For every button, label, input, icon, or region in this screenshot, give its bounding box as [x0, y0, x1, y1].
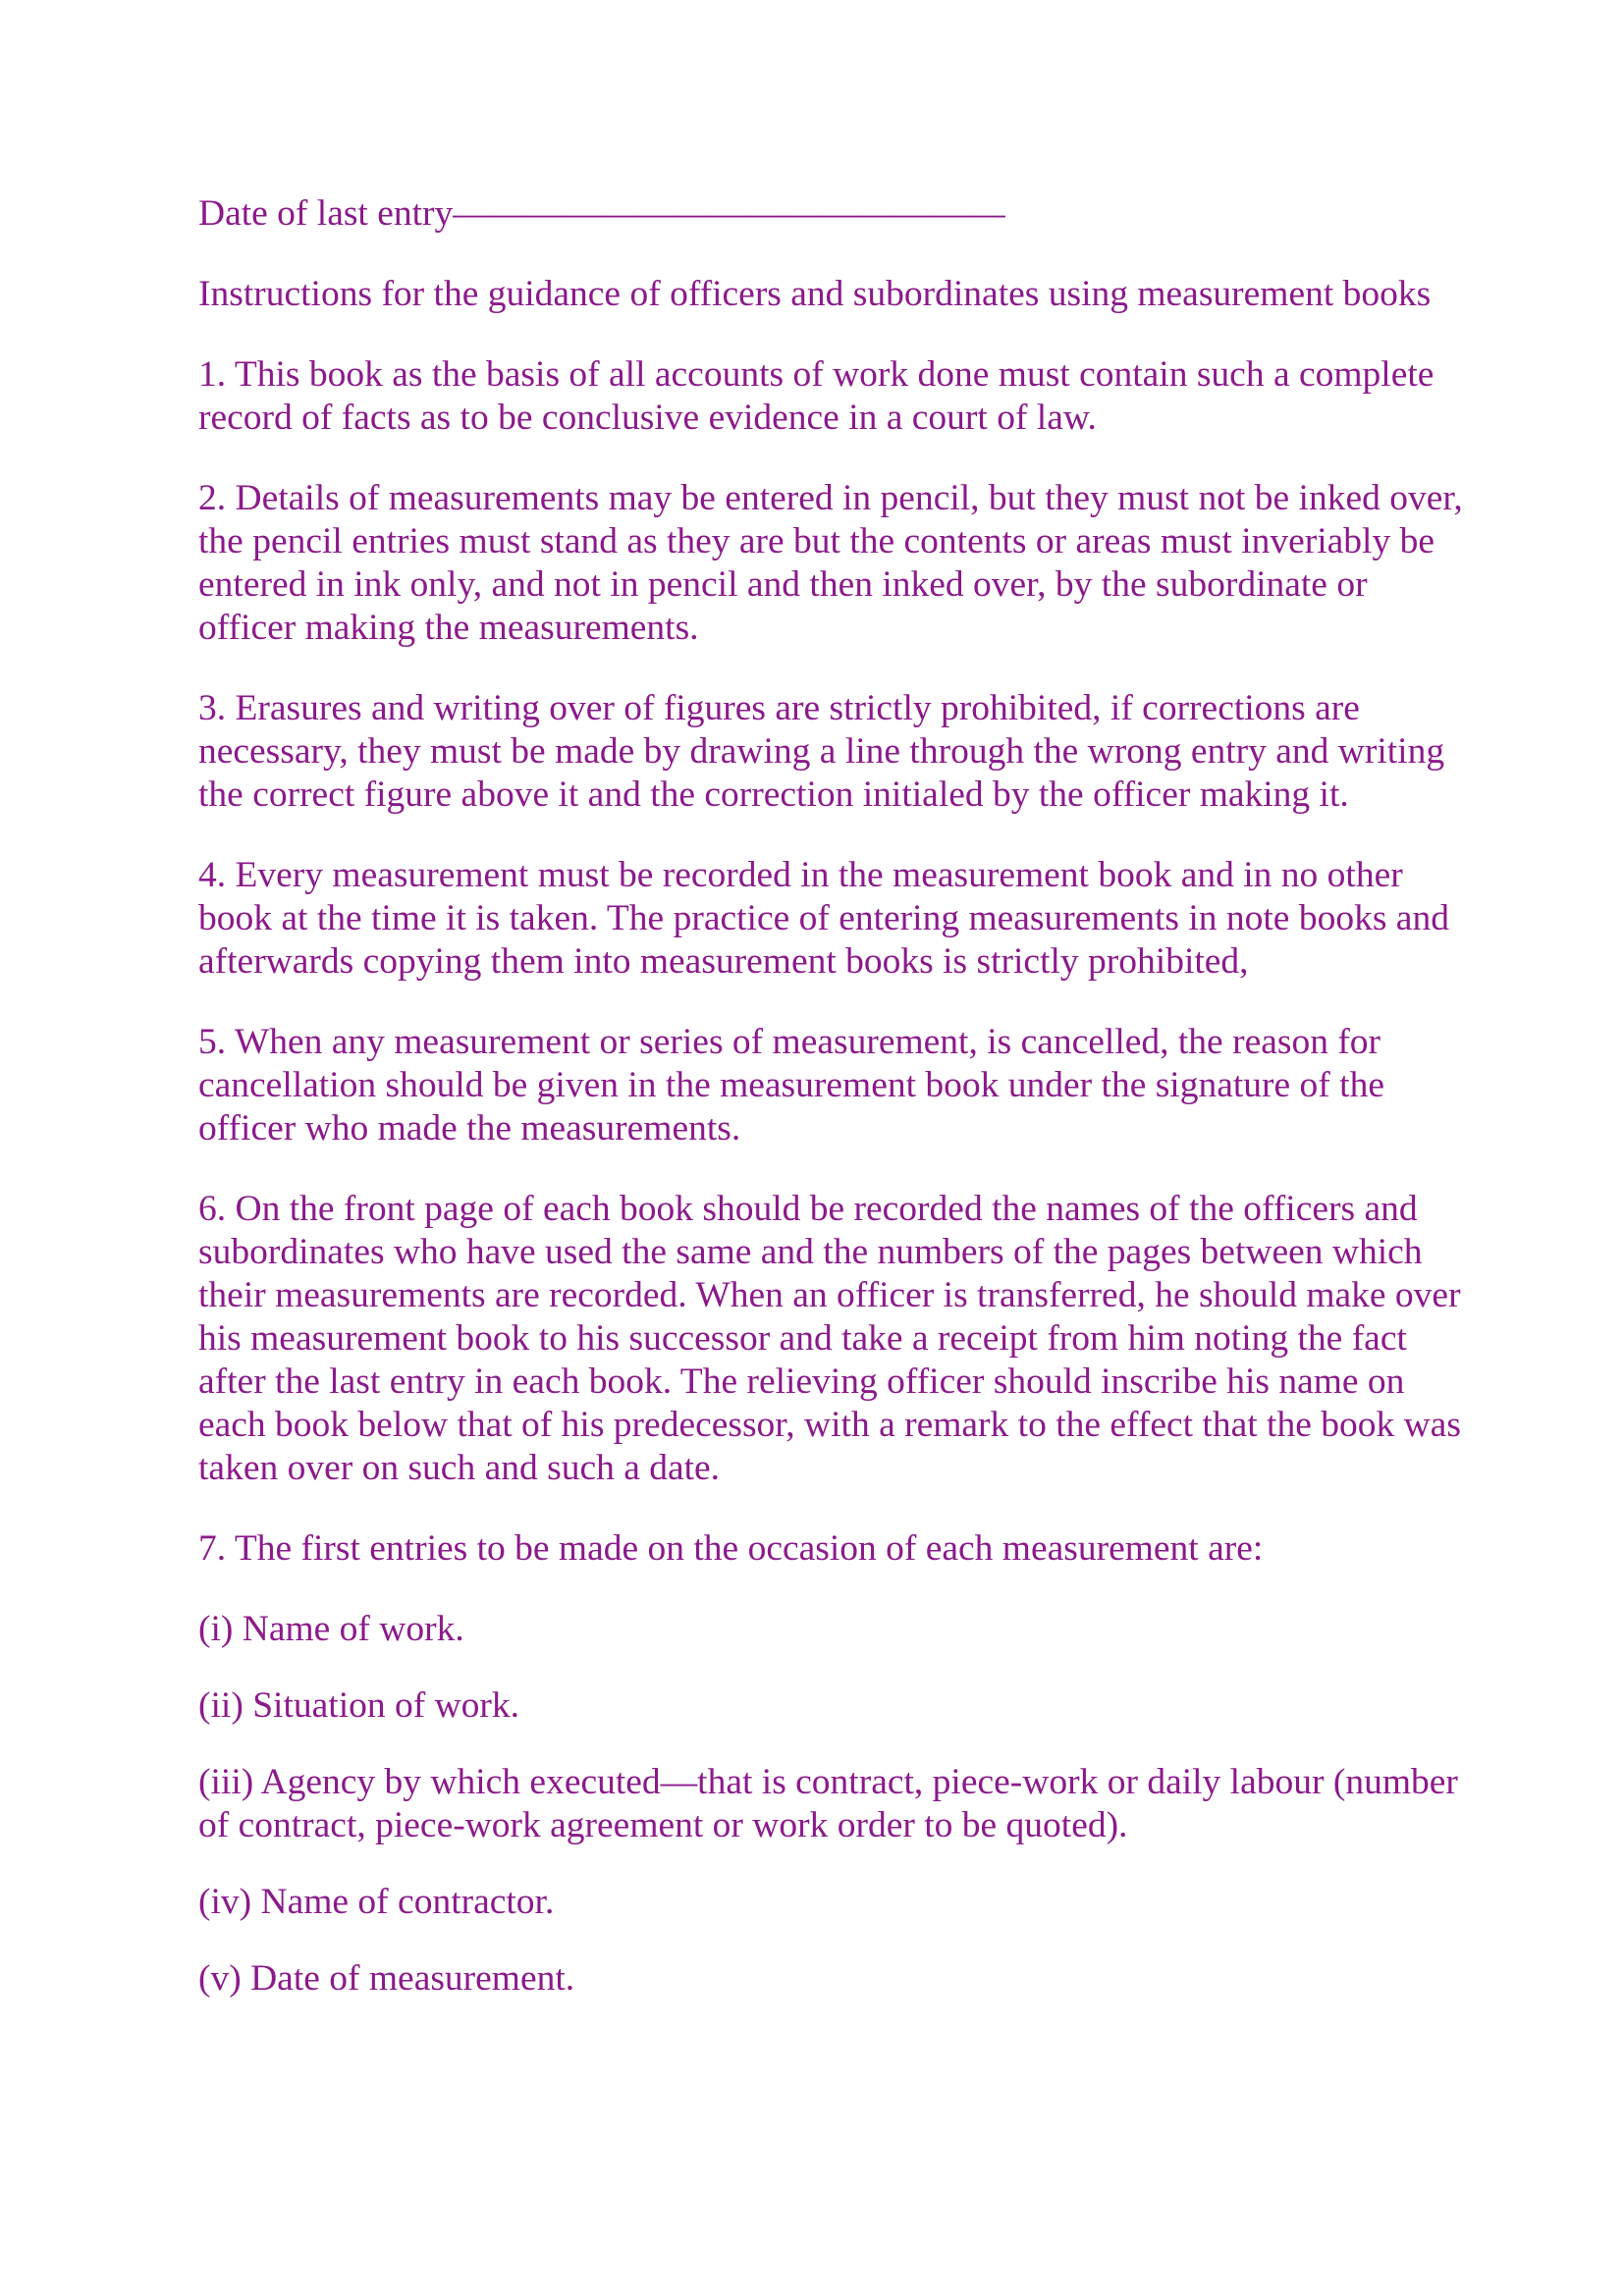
- sub-item: (ii) Situation of work.: [198, 1685, 520, 1726]
- instructions-list: [198, 353, 1465, 2001]
- instruction-paragraph: 4. Every measurement must be recorded in the measurement book and in no other book at the time it is taken. The practice of entering measurements in note books and afterwards copying them into measurement books is strictly prohibited,: [198, 855, 1449, 982]
- sub-item: (iii) Agency by which executed—that is contract, piece-work or daily labour (number of contract, piece-work agreement or work order to be quoted).: [198, 1762, 1458, 1845]
- sub-item: (v) Date of measurement.: [198, 1958, 575, 1999]
- instruction-paragraph: 6. On the front page of each book should be recorded the names of the officers and subordinates who have used the same and the numbers of the pages between which their measurements are recorded. When an officer is transferred, he should make over his measurement book to his successor and take a receipt from him noting the fact after the last entry in each book. The relieving officer should inscribe his name on each book below that of his predecessor, with a remark to the effect that the book was taken over on such and such a date.: [198, 1189, 1461, 1488]
- date-of-last-entry-line: Date of last entry———————————————: [198, 193, 1005, 234]
- instruction-paragraph: 3. Erasures and writing over of figures are strictly prohibited, if corrections are necessary, they must be made by drawing a line through the wrong entry and writing the correct figure above it and the correction initialed by the officer making it.: [198, 688, 1445, 815]
- instruction-paragraph: 5. When any measurement or series of measurement, is cancelled, the reason for cancellation should be given in the measurement book under the signature of the officer who made the measurements.: [198, 1022, 1384, 1148]
- instruction-paragraph: 1. This book as the basis of all accounts of work done must contain such a complete record of facts as to be conclusive evidence in a court of law.: [198, 354, 1435, 438]
- instruction-paragraph: 7. The first entries to be made on the occasion of each measurement are:: [198, 1528, 1264, 1569]
- instructions-heading: Instructions for the guidance of officers and subordinates using measurement books: [198, 274, 1432, 314]
- sub-item: (i) Name of work.: [198, 1609, 464, 1649]
- document-page: [198, 192, 1465, 2034]
- instruction-paragraph: 2. Details of measurements may be entered in pencil, but they must not be inked over, the pencil entries must stand as they are but the contents or areas must inveriably be entered in ink only, and not in pencil and then inked over, by the subordinate or officer making the measurements.: [198, 478, 1463, 648]
- sub-item: (iv) Name of contractor.: [198, 1882, 555, 1922]
